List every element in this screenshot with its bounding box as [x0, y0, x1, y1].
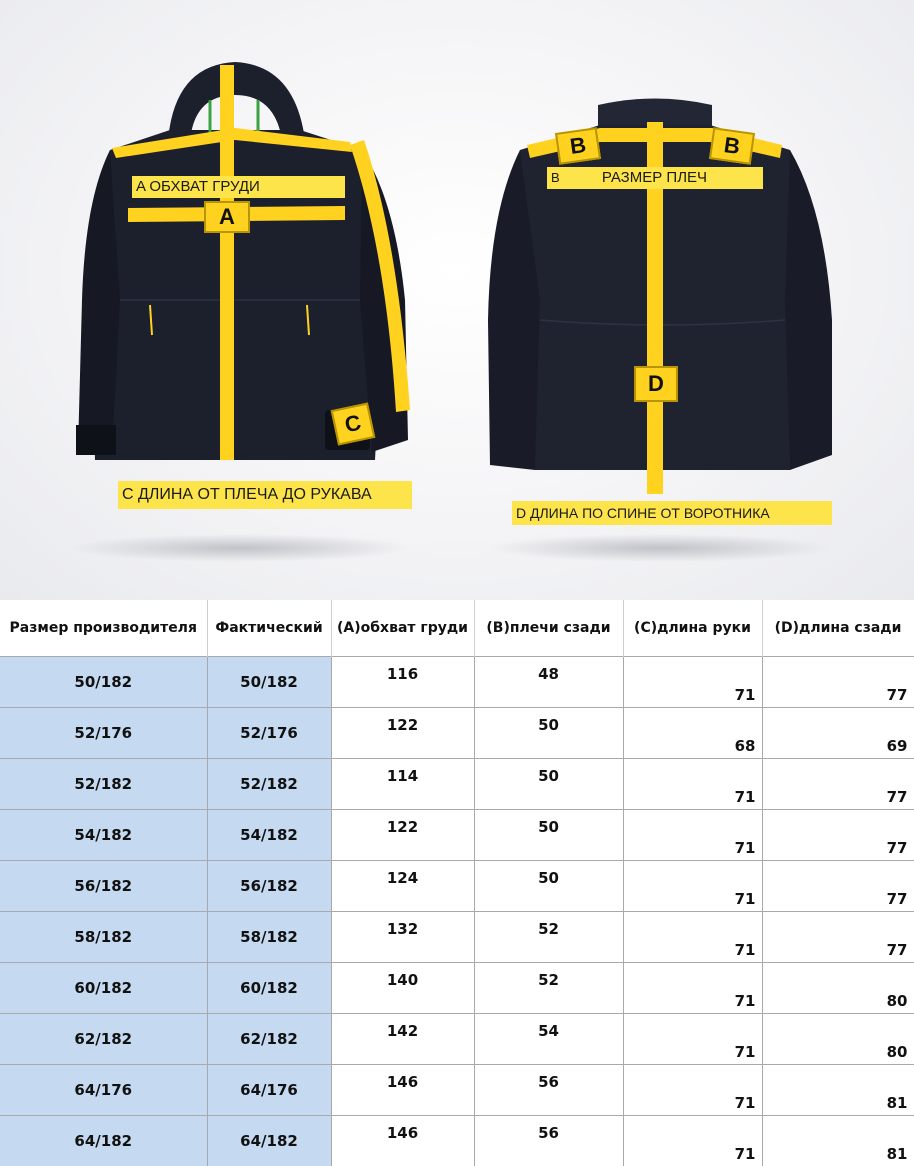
actual-size-cell: 64/176 [207, 1065, 331, 1116]
manufacturer-size-cell: 60/182 [0, 963, 207, 1014]
sleeve-cell: 71 [623, 912, 762, 963]
header-shoulders: (B)плечи сзади [474, 600, 623, 657]
table-row [0, 963, 914, 1014]
size-table [0, 600, 914, 1166]
sleeve-cell: 71 [623, 861, 762, 912]
actual-size-cell: 64/182 [207, 1116, 331, 1166]
header-chest: (A)обхват груди [331, 600, 474, 657]
front-jacket-shadow [70, 534, 410, 562]
back-length-cell: 80 [762, 1014, 914, 1065]
manufacturer-size-cell: 52/182 [0, 759, 207, 810]
sleeve-cell: 68 [623, 708, 762, 759]
manufacturer-size-cell: 62/182 [0, 1014, 207, 1065]
shoulder-text: РАЗМЕР ПЛЕЧ [602, 169, 707, 186]
table-row [0, 810, 914, 861]
manufacturer-size-cell: 54/182 [0, 810, 207, 861]
shoulders-cell: 48 [474, 657, 623, 708]
shoulders-cell: 56 [474, 1116, 623, 1166]
table-row [0, 657, 914, 708]
sleeve-cell: 71 [623, 1116, 762, 1166]
header-actual-size: Фактический [207, 600, 331, 657]
badge-d: D [634, 366, 678, 402]
header-manufacturer-size: Размер производителя [0, 600, 207, 657]
back-length-cell: 77 [762, 810, 914, 861]
back-length-cell: 69 [762, 708, 914, 759]
chest-cell: 124 [331, 861, 474, 912]
table-row [0, 759, 914, 810]
manufacturer-size-cell: 56/182 [0, 861, 207, 912]
shoulders-cell: 56 [474, 1065, 623, 1116]
shoulders-cell: 50 [474, 708, 623, 759]
badge-b-left: B [555, 127, 601, 165]
actual-size-cell: 54/182 [207, 810, 331, 861]
sleeve-cell: 71 [623, 810, 762, 861]
size-table-header-row [0, 600, 914, 657]
shoulder-measure-label [547, 167, 763, 189]
sleeve-cell: 71 [623, 963, 762, 1014]
back-length-cell: 77 [762, 759, 914, 810]
table-row [0, 912, 914, 963]
manufacturer-size-cell: 58/182 [0, 912, 207, 963]
chest-cell: 142 [331, 1014, 474, 1065]
sleeve-cell: 71 [623, 1065, 762, 1116]
sleeve-cell: 71 [623, 759, 762, 810]
actual-size-cell: 62/182 [207, 1014, 331, 1065]
back-length-cell: 77 [762, 657, 914, 708]
chest-cell: 146 [331, 1065, 474, 1116]
header-sleeve: (C)длина руки [623, 600, 762, 657]
shoulders-cell: 54 [474, 1014, 623, 1065]
shoulders-cell: 50 [474, 810, 623, 861]
back-length-cell: 80 [762, 963, 914, 1014]
table-row [0, 1065, 914, 1116]
chest-measure-label: A ОБХВАТ ГРУДИ [132, 176, 345, 198]
table-row [0, 861, 914, 912]
table-row [0, 708, 914, 759]
actual-size-cell: 52/182 [207, 759, 331, 810]
chest-cell: 132 [331, 912, 474, 963]
manufacturer-size-cell: 52/176 [0, 708, 207, 759]
chest-cell: 146 [331, 1116, 474, 1166]
chest-cell: 122 [331, 810, 474, 861]
chest-cell: 114 [331, 759, 474, 810]
shoulders-cell: 50 [474, 861, 623, 912]
chest-cell: 116 [331, 657, 474, 708]
table-row [0, 1014, 914, 1065]
sleeve-cell: 71 [623, 657, 762, 708]
manufacturer-size-cell: 64/182 [0, 1116, 207, 1166]
badge-b-right: B [709, 127, 755, 165]
sleeve-cell: 71 [623, 1014, 762, 1065]
shoulders-cell: 50 [474, 759, 623, 810]
manufacturer-size-cell: 50/182 [0, 657, 207, 708]
badge-a: A [204, 201, 250, 233]
table-row [0, 1116, 914, 1166]
back-length-cell: 81 [762, 1116, 914, 1166]
back-length-cell: 77 [762, 912, 914, 963]
shoulder-prefix: B [551, 170, 560, 185]
chest-cell: 122 [331, 708, 474, 759]
front-jacket [76, 62, 410, 460]
sleeve-measure-label: C ДЛИНА ОТ ПЛЕЧА ДО РУКАВА [118, 481, 412, 509]
actual-size-cell: 56/182 [207, 861, 331, 912]
back-jacket-shadow [490, 534, 830, 562]
badge-c: C [331, 402, 376, 445]
back-length-label: D ДЛИНА ПО СПИНЕ ОТ ВОРОТНИКА [512, 501, 832, 525]
back-jacket [488, 99, 832, 495]
actual-size-cell: 50/182 [207, 657, 331, 708]
actual-size-cell: 52/176 [207, 708, 331, 759]
header-back-length: (D)длина сзади [762, 600, 914, 657]
shoulders-cell: 52 [474, 912, 623, 963]
shoulders-cell: 52 [474, 963, 623, 1014]
actual-size-cell: 60/182 [207, 963, 331, 1014]
back-length-cell: 77 [762, 861, 914, 912]
chest-cell: 140 [331, 963, 474, 1014]
actual-size-cell: 58/182 [207, 912, 331, 963]
back-length-cell: 81 [762, 1065, 914, 1116]
manufacturer-size-cell: 64/176 [0, 1065, 207, 1116]
